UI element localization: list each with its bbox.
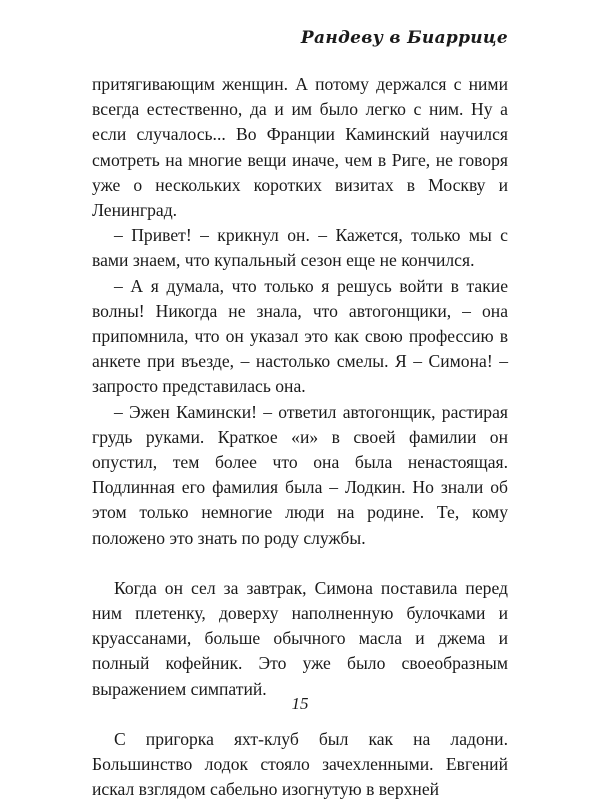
paragraph-dialogue-eugene: – Эжен Камински! – ответил автогонщик, растирая грудь руками. Краткое «и» в своей фамилии он опустил, тем более что она была ненастоящая. Подлинная его фамилия была – Лодкин. Но знали об этом только немногие люди на родине. Те, кому положено это знать по роду службы. [92, 401, 508, 548]
running-head: Рандеву в Биаррице [300, 28, 508, 48]
paragraph-yacht-club: С пригорка яхт-клуб был как на ладони. Большинство лодок стояло зачехленными. Евгений искал взглядом сабельно изогнутую в верхней [92, 728, 508, 800]
body-text [92, 72, 508, 802]
paragraph-dialogue-simona: – А я думала, что только я решусь войти в такие волны! Никогда не знала, что автогонщики, – она припомнила, что он указал это как свою профессию в анкете при въезде, – настолько смелы. Я – Симона! – запросто представилась она. [92, 275, 508, 397]
section-break [92, 551, 508, 576]
paragraph-breakfast: Когда он сел за завтрак, Симона поставила перед ним плетенку, доверху наполненную булочками и круассанами, больше обычного масла и джема и полный кофейник. Это уже было своеобразным выражением симпатий. [92, 577, 508, 699]
paragraph-dialogue-greeting: – Привет! – крикнул он. – Кажется, только мы с вами знаем, что купальный сезон еще не кончился. [92, 225, 508, 271]
paragraph-continuation: притягивающим женщин. А потому держался с ними всегда естественно, да и им было легко с ним. Ну а если случалось... Во Франции Каминский научился смотреть на многие вещи иначе, чем в Риге, не говоря уже о нескольких коротких визитах в Москву и Ленинград. [92, 74, 508, 221]
page-number: 15 [291, 694, 309, 713]
